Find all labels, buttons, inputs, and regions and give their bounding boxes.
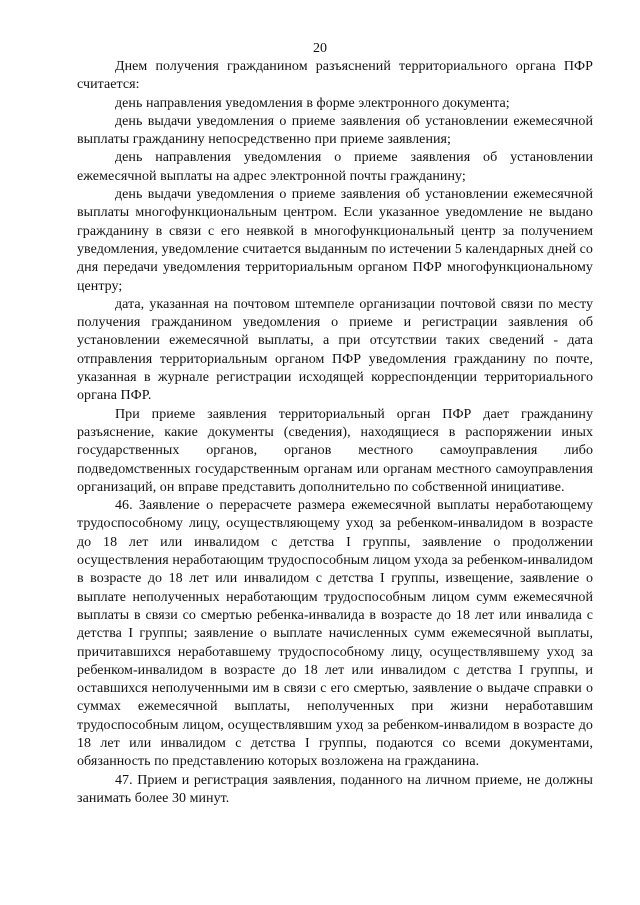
paragraph: день выдачи уведомления о приеме заявления об установлении ежемесячной выплаты гражданину непосредственно при приеме заявления; <box>77 113 593 148</box>
paragraph: день выдачи уведомления о приеме заявления об установлении ежемесячной выплаты многофункциональным центром. Если указанное уведомление не выдано гражданину в связи с его неявкой в многофункциональный центр за получением уведомления, уведомление считается выданным по истечении 5 календарных дней со дня передачи уведомления территориальным органом ПФР многофункциональному центру; <box>77 187 593 294</box>
paragraph: 46. Заявление о перерасчете размера ежемесячной выплаты неработающему трудоспособному лицу, осуществляющему уход за ребенком-инвалидом в возрасте до 18 лет или инвалидом с детства I группы, заявление о продолжении осуществления неработающим трудоспособным лицом ухода за ребенком-инвалидом в возрасте до 18 лет или инвалидом с детства I группы, извещение, заявление о выплате неполученных неработающим трудоспособным лицом сумм ежемесячной выплаты в связи со смертью ребенка-инвалида в возрасте до 18 лет или инвалида с детства I группы; заявление о выплате начисленных сумм ежемесячной выплаты, причитавшихся неработавшему трудоспособному лицу, осуществлявшему уход за ребенком-инвалидом в возрасте до 18 лет или инвалидом с детства I группы, и оставшихся неполученными им в связи с его смертью, заявление о выдаче справки о суммах ежемесячной выплаты, неполученных при жизни неработавшим трудоспособным лицом, осуществлявшим уход за ребенком-инвалидом в возрасте до 18 лет или инвалидом с детства I группы, подаются со всеми документами, обязанность по представлению которых возложена на гражданина. <box>77 498 593 770</box>
paragraph: день направления уведомления о приеме заявления об установлении ежемесячной выплаты на адрес электронной почты гражданину; <box>77 150 593 184</box>
document-body <box>77 58 593 808</box>
paragraph: Днем получения гражданином разъяснений территориального органа ПФР считается: <box>77 59 593 93</box>
paragraph: дата, указанная на почтовом штемпеле организации почтовой связи по месту получения гражданином уведомления о приеме и регистрации заявления об установлении ежемесячной выплаты, а при отсутствии таких сведений - дата отправления территориальным органом ПФР уведомления гражданину по почте, указанная в журнале регистрации исходящей корреспонденции территориального органа ПФР. <box>77 296 593 404</box>
paragraph: день направления уведомления в форме электронного документа; <box>115 95 510 111</box>
paragraph: При приеме заявления территориальный орган ПФР дает гражданину разъяснение, какие документы (сведения), находящиеся в распоряжении иных государственных органов, органов местного самоуправления либо подведомственных государственным органам или органам местного самоуправления организаций, он вправе представить дополнительно по собственной инициативе. <box>77 406 593 495</box>
page-number: 20 <box>313 41 327 56</box>
paragraph: 47. Прием и регистрация заявления, поданного на личном приеме, не должны занимать более 30 минут. <box>77 772 593 806</box>
